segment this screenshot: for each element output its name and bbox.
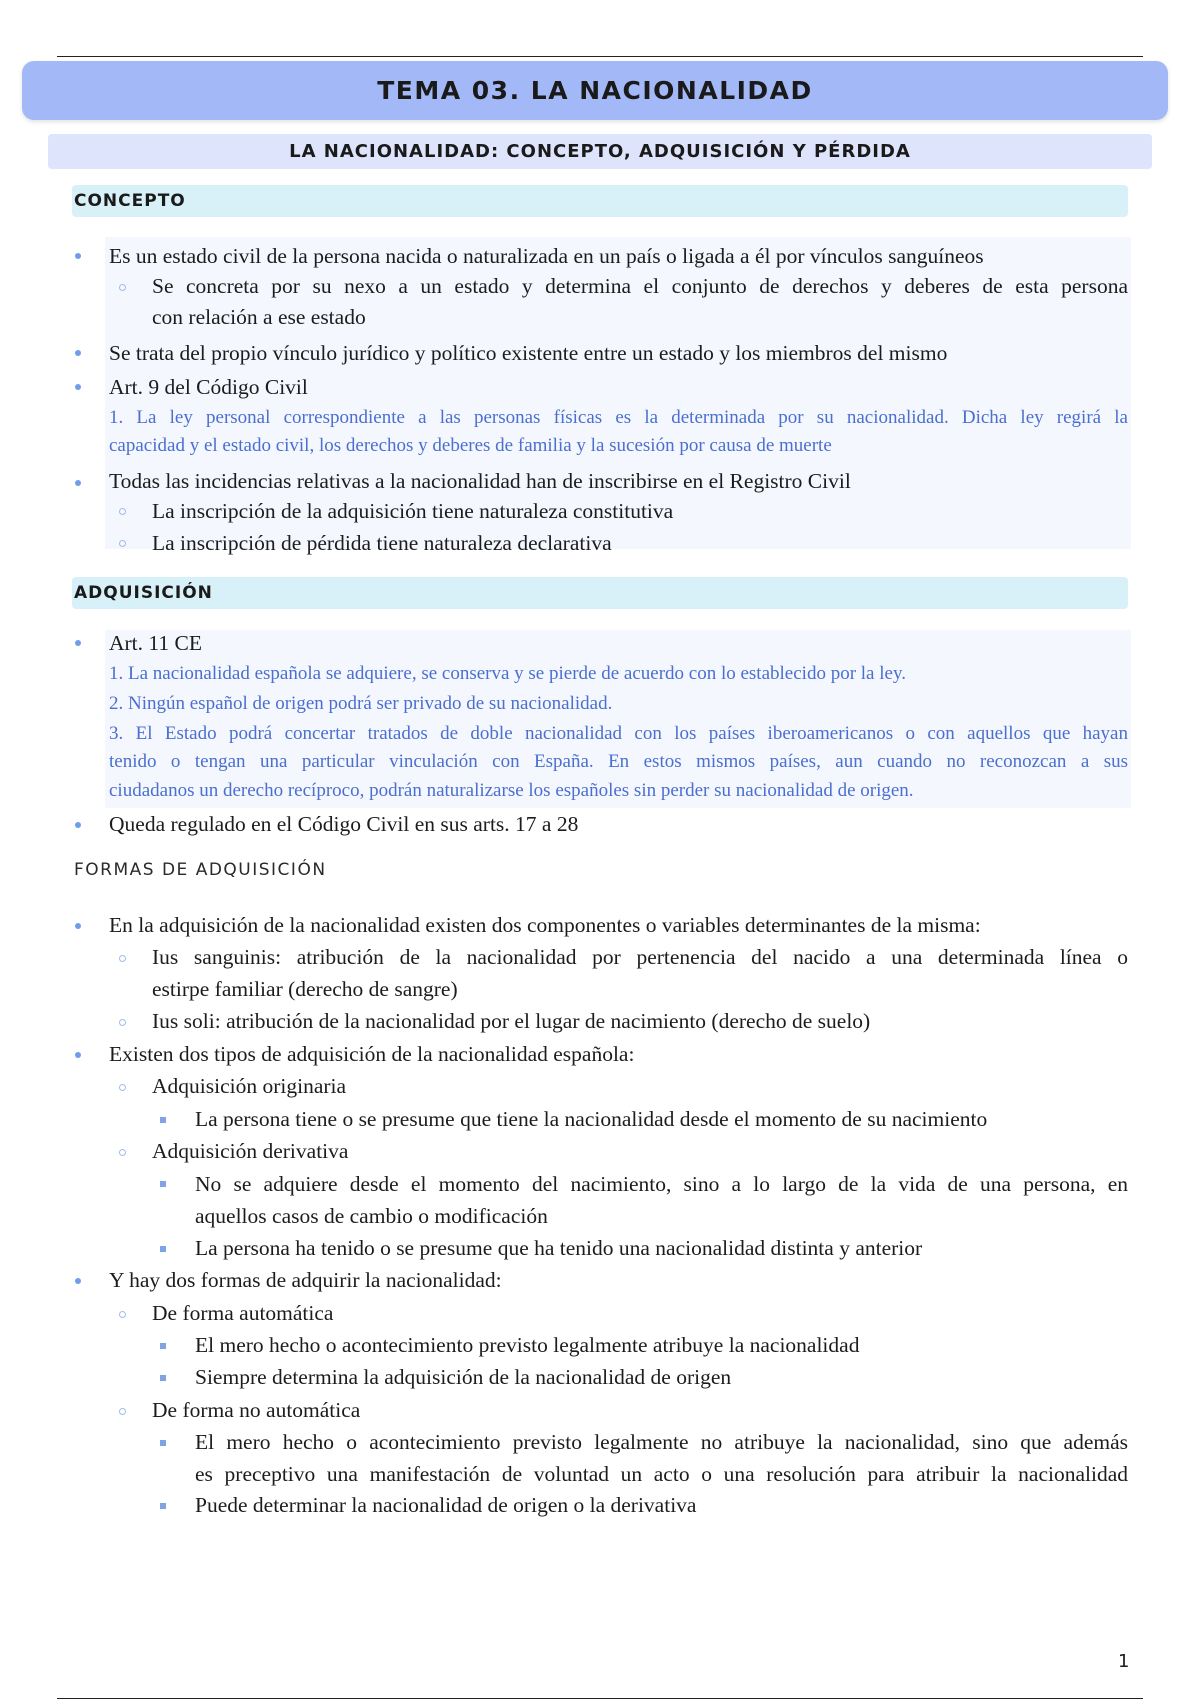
formas-item-3b1-cont: es preceptivo una manifestación de voluntad un acto o una resolución para atribuir la nacionalidad bbox=[195, 1462, 1128, 1486]
ce-art11-quote-3-cont: tenido o tengan una particular vinculación con España. En estos mismos países, aun cuando no reconozcan a sus bbox=[109, 751, 1128, 772]
concepto-item-2: Se trata del propio vínculo jurídico y político existente entre un estado y los miembros del mismo bbox=[109, 341, 948, 365]
concepto-item-3: Art. 9 del Código Civil bbox=[109, 375, 308, 399]
concepto-item-4b: La inscripción de pérdida tiene naturaleza declarativa bbox=[152, 531, 612, 555]
circle-bullet-icon bbox=[119, 508, 126, 515]
ce-art11-quote-3-end: ciudadanos un derecho recíproco, podrán naturalizarse los españoles sin perder su nacionalidad de origen. bbox=[109, 780, 914, 801]
subtitle-banner bbox=[48, 134, 1152, 169]
cc-art9-quote-cont: capacidad y el estado civil, los derechos y deberes de familia y la sucesión por causa de muerte bbox=[109, 435, 832, 456]
formas-item-3a2: Siempre determina la adquisición de la nacionalidad de origen bbox=[195, 1365, 732, 1389]
bullet-icon bbox=[75, 384, 81, 390]
circle-bullet-icon bbox=[119, 1311, 126, 1318]
circle-bullet-icon bbox=[119, 540, 126, 547]
concepto-item-1a-cont: con relación a ese estado bbox=[152, 305, 366, 329]
circle-bullet-icon bbox=[119, 284, 126, 291]
page-title: TEMA 03. LA NACIONALIDAD bbox=[377, 76, 813, 105]
top-rule bbox=[57, 56, 1143, 57]
formas-item-2b: Adquisición derivativa bbox=[152, 1139, 349, 1163]
square-bullet-icon bbox=[160, 1503, 166, 1509]
section-concepto bbox=[72, 185, 1128, 217]
bullet-icon bbox=[75, 1278, 81, 1284]
bullet-icon bbox=[75, 253, 81, 259]
bullet-icon bbox=[75, 350, 81, 356]
formas-item-1b: Ius soli: atribución de la nacionalidad por el lugar de nacimiento (derecho de suelo) bbox=[152, 1009, 871, 1033]
page-subtitle: LA NACIONALIDAD: CONCEPTO, ADQUISICIÓN Y PÉRDIDA bbox=[289, 141, 911, 162]
formas-item-3b: De forma no automática bbox=[152, 1398, 361, 1422]
formas-item-2: Existen dos tipos de adquisición de la nacionalidad española: bbox=[109, 1042, 635, 1066]
square-bullet-icon bbox=[160, 1181, 166, 1187]
formas-item-1: En la adquisición de la nacionalidad existen dos componentes o variables determinantes de la misma: bbox=[109, 913, 981, 937]
square-bullet-icon bbox=[160, 1343, 166, 1349]
formas-item-1a-cont: estirpe familiar (derecho de sangre) bbox=[152, 977, 458, 1001]
square-bullet-icon bbox=[160, 1375, 166, 1381]
square-bullet-icon bbox=[160, 1440, 166, 1446]
formas-item-2a1: La persona tiene o se presume que tiene la nacionalidad desde el momento de su nacimiento bbox=[195, 1107, 988, 1131]
formas-item-1a: Ius sanguinis: atribución de la nacionalidad por pertenencia del nacido a una determinada línea o bbox=[152, 945, 1128, 969]
circle-bullet-icon bbox=[119, 1149, 126, 1156]
circle-bullet-icon bbox=[119, 1019, 126, 1026]
section-adquisicion bbox=[72, 577, 1128, 609]
formas-item-2b2: La persona ha tenido o se presume que ha tenido una nacionalidad distinta y anterior bbox=[195, 1236, 923, 1260]
cc-art9-quote: 1. La ley personal correspondiente a las personas físicas es la determinada por su nacionalidad. Dicha ley regirá la bbox=[109, 407, 1128, 428]
section-heading-adquisicion: ADQUISICIÓN bbox=[74, 583, 213, 603]
concepto-item-4a: La inscripción de la adquisición tiene naturaleza constitutiva bbox=[152, 499, 674, 523]
formas-item-3a: De forma automática bbox=[152, 1301, 334, 1325]
ce-art11-quote-3: 3. El Estado podrá concertar tratados de doble nacionalidad con los países iberoamericanos o con aquellos que hayan bbox=[109, 723, 1128, 744]
formas-item-2a: Adquisición originaria bbox=[152, 1074, 347, 1098]
circle-bullet-icon bbox=[119, 1408, 126, 1415]
bullet-icon bbox=[75, 480, 81, 486]
section-heading-concepto: CONCEPTO bbox=[74, 191, 186, 211]
square-bullet-icon bbox=[160, 1117, 166, 1123]
bullet-icon bbox=[75, 1052, 81, 1058]
ce-art11-quote-2: 2. Ningún español de origen podrá ser privado de su nacionalidad. bbox=[109, 693, 613, 714]
concepto-item-1: Es un estado civil de la persona nacida o naturalizada en un país o ligada a él por vínculos sanguíneos bbox=[109, 244, 984, 268]
concepto-item-1a: Se concreta por su nexo a un estado y determina el conjunto de derechos y deberes de esta persona bbox=[152, 274, 1128, 298]
formas-item-3b2: Puede determinar la nacionalidad de origen o la derivativa bbox=[195, 1493, 697, 1517]
bullet-icon bbox=[75, 923, 81, 929]
formas-item-2b1: No se adquiere desde el momento del nacimiento, sino a lo largo de la vida de una persona, en bbox=[195, 1172, 1128, 1196]
concepto-item-4: Todas las incidencias relativas a la nacionalidad han de inscribirse en el Registro Civil bbox=[109, 469, 851, 493]
bullet-icon bbox=[75, 640, 81, 646]
formas-item-3a1: El mero hecho o acontecimiento previsto legalmente atribuye la nacionalidad bbox=[195, 1333, 860, 1357]
circle-bullet-icon bbox=[119, 955, 126, 962]
adquisicion-item-2: Queda regulado en el Código Civil en sus arts. 17 a 28 bbox=[109, 812, 579, 836]
formas-item-2b1-cont: aquellos casos de cambio o modificación bbox=[195, 1204, 548, 1228]
ce-art11-quote-1: 1. La nacionalidad española se adquiere, se conserva y se pierde de acuerdo con lo establecido por la ley. bbox=[109, 663, 906, 684]
formas-item-3b1: El mero hecho o acontecimiento previsto legalmente no atribuye la nacionalidad, sino que además bbox=[195, 1430, 1128, 1454]
adquisicion-item-1: Art. 11 CE bbox=[109, 631, 202, 655]
circle-bullet-icon bbox=[119, 1084, 126, 1091]
bottom-rule bbox=[57, 1698, 1143, 1699]
subheading-formas: FORMAS DE ADQUISICIÓN bbox=[74, 860, 327, 880]
title-banner bbox=[22, 61, 1168, 120]
bullet-icon bbox=[75, 822, 81, 828]
page-number: 1 bbox=[1118, 1651, 1130, 1672]
square-bullet-icon bbox=[160, 1246, 166, 1252]
formas-item-3: Y hay dos formas de adquirir la nacionalidad: bbox=[109, 1268, 502, 1292]
